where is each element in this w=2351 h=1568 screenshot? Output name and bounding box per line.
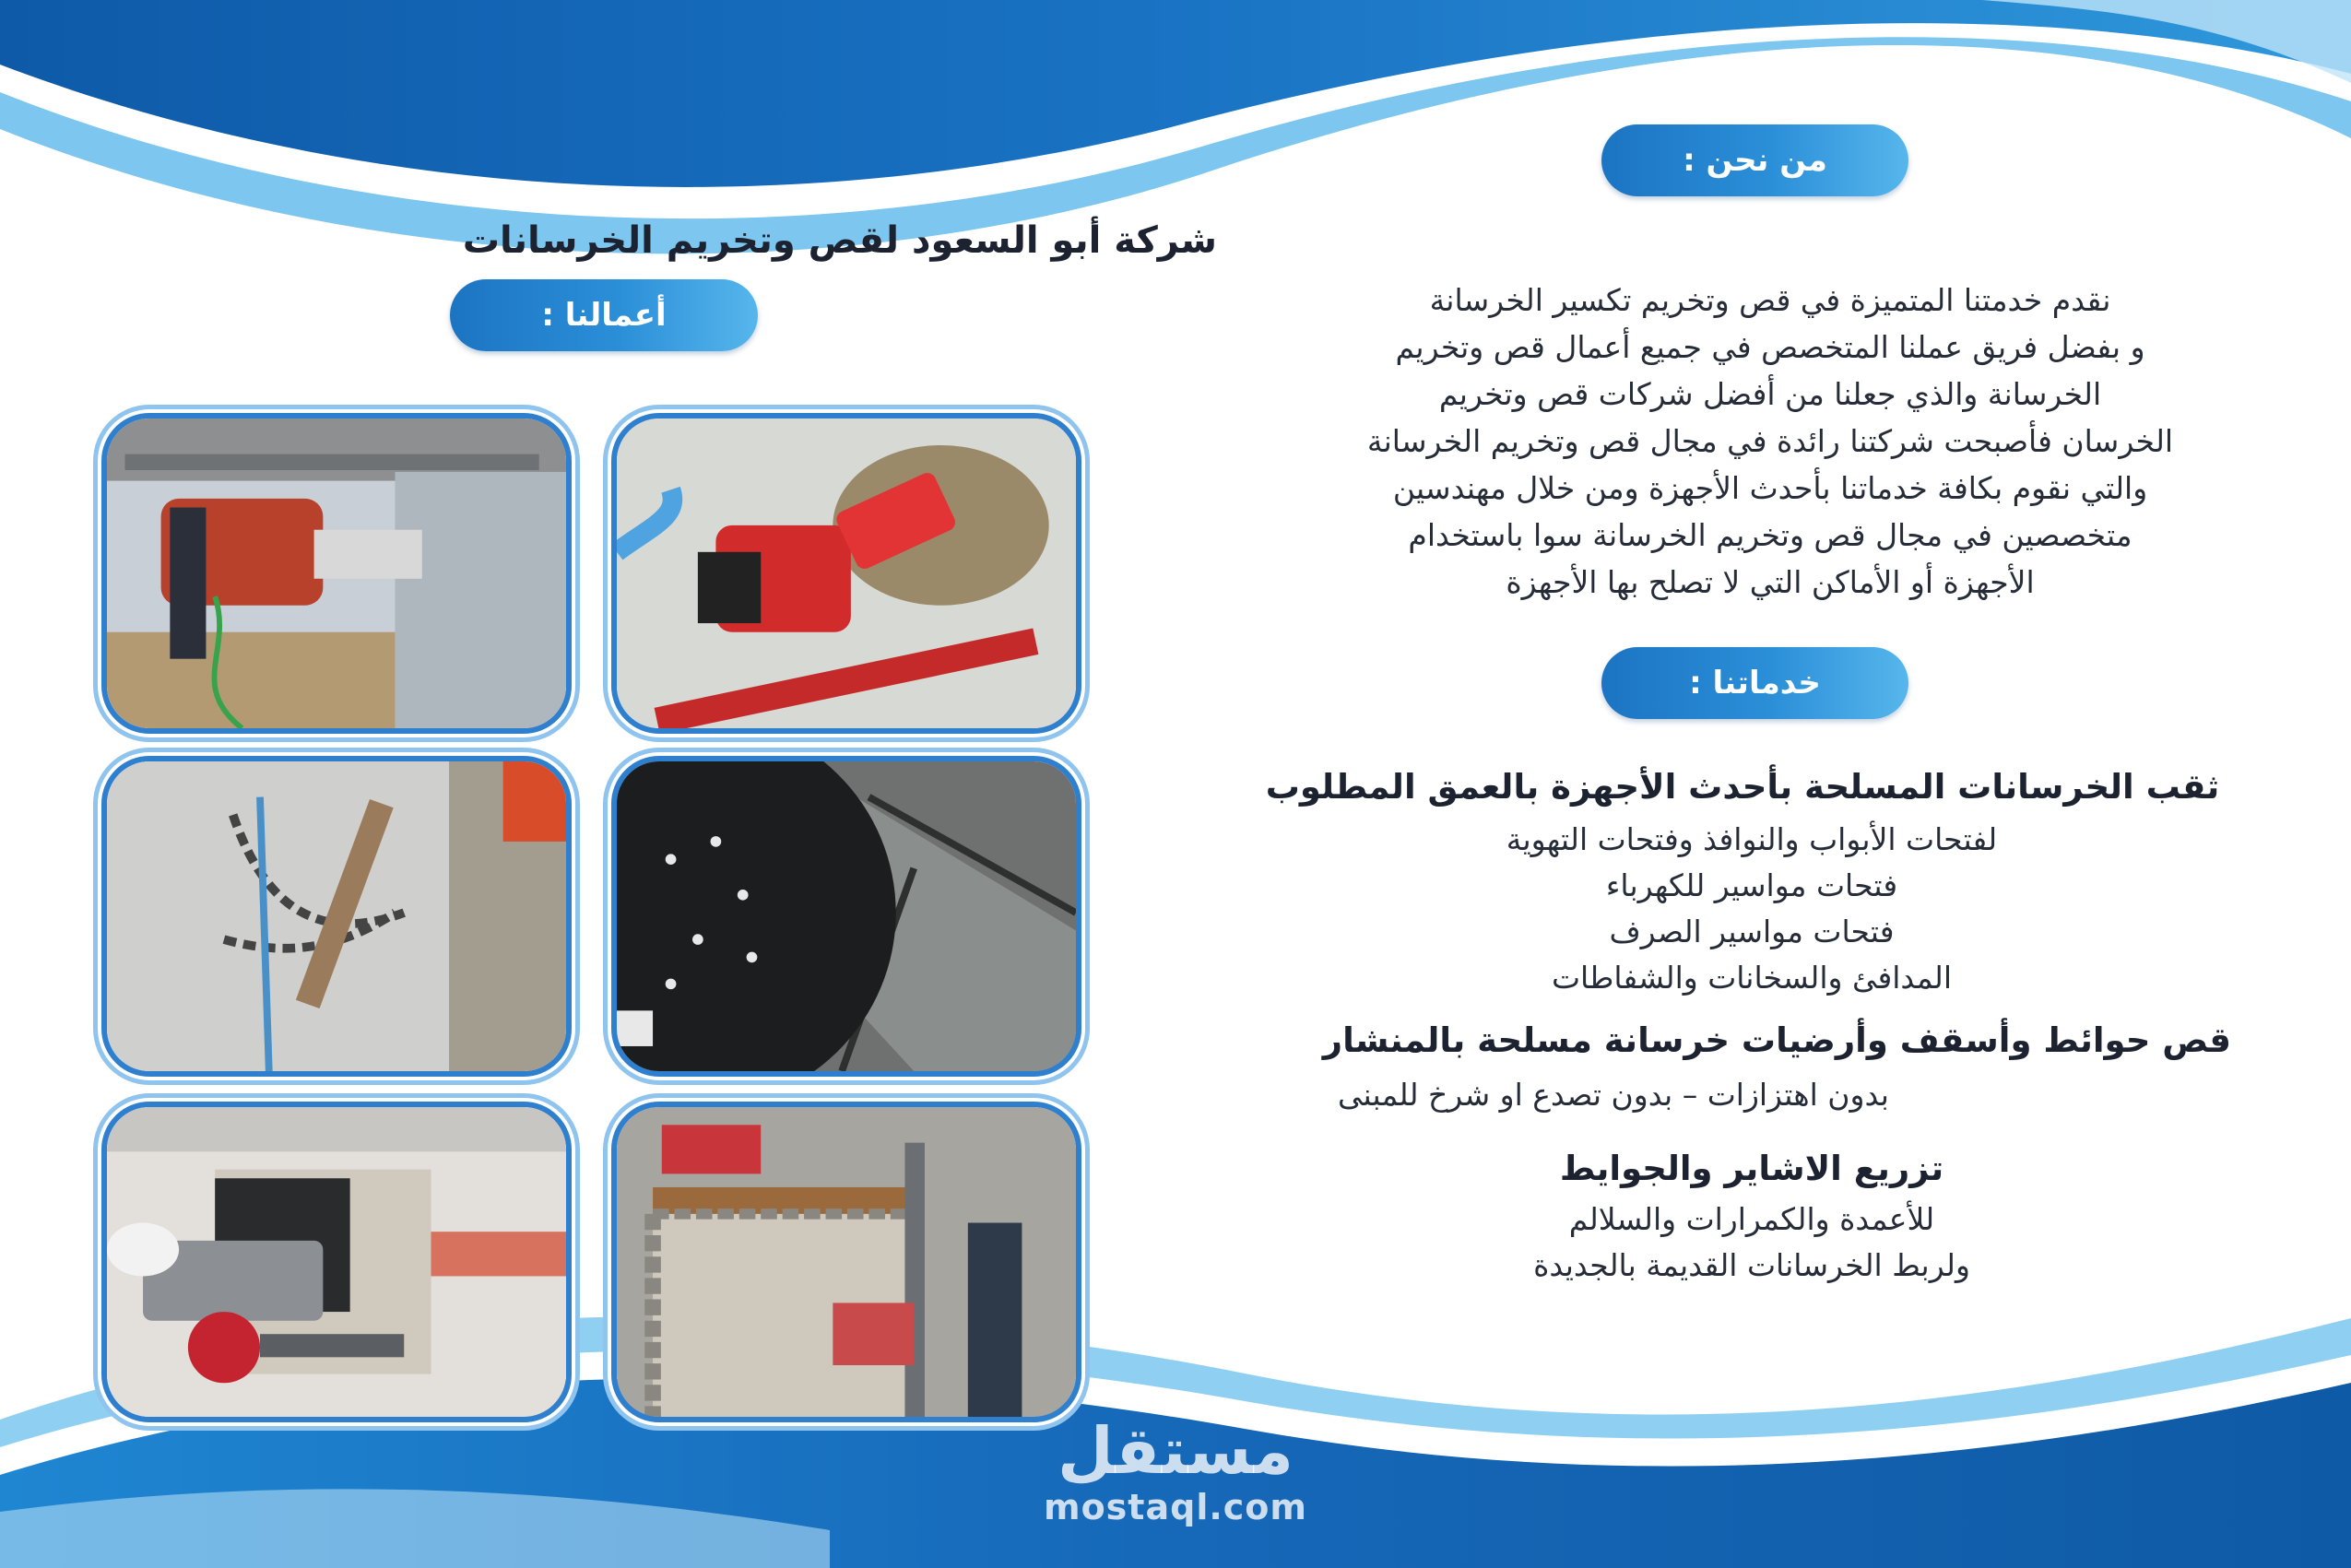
- about-line: نقدم خدمتنا المتميزة في قص وتخريم تكسير الخرسانة: [1429, 282, 2111, 318]
- handheld-core-drill-photo: [101, 1102, 572, 1422]
- about-line: متخصصين في مجال قص وتخريم الخرسانة سوا باستخدام: [1408, 517, 2132, 553]
- mostaql-logo-text: مستقل: [1057, 1413, 1294, 1489]
- floor-core-drilling-photo: [611, 1102, 1081, 1422]
- service-item: المدافئ والسخانات والشفاطات: [1551, 960, 1953, 996]
- about-line: والتي نقوم بكافة خدماتنا بأحدث الأجهزة ومن خلال مهندسين: [1392, 470, 2148, 506]
- service-item: فتحات مواسير للكهرباء: [1605, 867, 1898, 903]
- works-heading: أعمالنا :: [541, 297, 667, 334]
- service-title-cutting: قص حوائط وأسقف وأرضيات خرسانة مسلحة بالمنشار: [1322, 1020, 2231, 1060]
- service-item: ولربط الخرسانات القديمة بالجديدة: [1533, 1247, 1970, 1283]
- works-heading-pill: [450, 279, 758, 351]
- drill-rig-on-wall-photo: [101, 413, 572, 734]
- about-line: الخرسانة والذي جعلنا من أفضل شركات قص وتخريم: [1438, 376, 2102, 412]
- about-line: الأجهزة أو الأماكن التي لا تصلح بها الأجهزة: [1506, 564, 2035, 600]
- mostaql-watermark: [1023, 1415, 1328, 1527]
- mostaql-url: mostaql.com: [1043, 1487, 1308, 1527]
- services-heading: خدماتنا :: [1689, 665, 1821, 701]
- service-list-drilling: [1291, 817, 2213, 1001]
- about-heading-pill: [1601, 124, 1908, 196]
- about-paragraph: [1272, 277, 2268, 606]
- service-item: للأعمدة والكمرارات والسلالم: [1568, 1201, 1935, 1237]
- service-title-anchoring: تزريع الاشاير والجوايط: [1559, 1149, 1944, 1188]
- service-cutting-note: بدون اهتزازات – بدون تصدع او شرخ للمبنى: [1338, 1077, 1889, 1113]
- service-list-anchoring: [1383, 1197, 2121, 1289]
- about-line: الخرسان فأصبحت شركتنا رائدة في مجال قص وتخريم الخرسانة: [1366, 423, 2174, 459]
- services-heading-pill: [1601, 647, 1908, 719]
- wire-saw-wall-photo: [101, 756, 572, 1077]
- red-core-drill-photo: [611, 413, 1081, 734]
- about-heading: من نحن :: [1683, 142, 1827, 179]
- company-name: شركة أبو السعود لقص وتخريم الخرسانات: [462, 219, 1217, 262]
- about-line: و بفضل فريق عملنا المتخصص في جميع أعمال قص وتخريم: [1395, 329, 2145, 365]
- service-title-drilling: ثقب الخرسانات المسلحة بأحدث الأجهزة بالعمق المطلوب: [1265, 767, 2220, 807]
- service-item: فتحات مواسير الصرف: [1609, 914, 1895, 949]
- floor-saw-blade-photo: [611, 756, 1081, 1077]
- service-item: لفتحات الأبواب والنوافذ وفتحات التهوية: [1506, 821, 1998, 857]
